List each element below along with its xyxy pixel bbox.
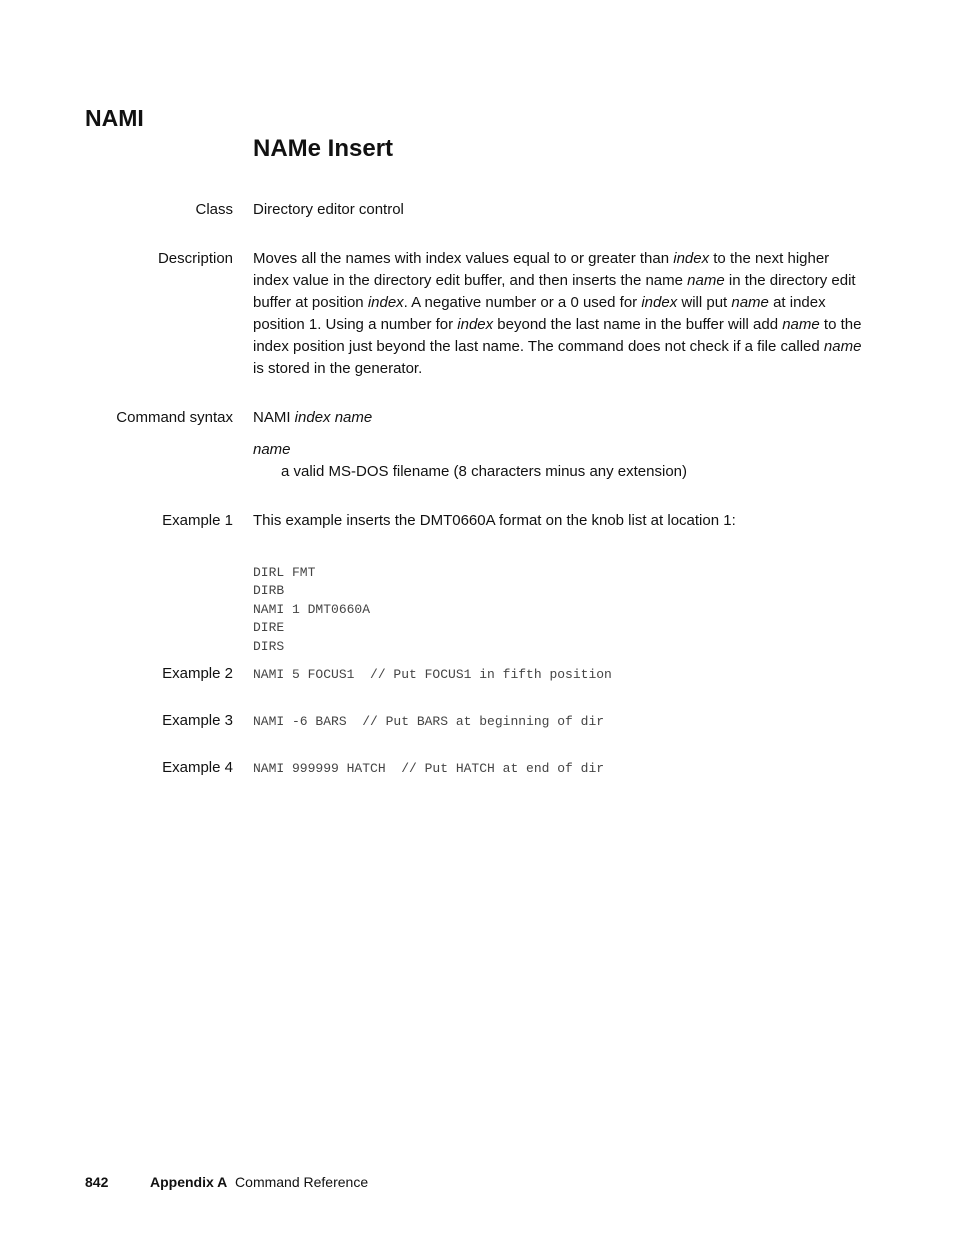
class-label: Class (195, 201, 233, 218)
command-name: NAMI (85, 105, 144, 131)
description-text (253, 248, 863, 380)
description-segment: to the index position just beyond the last name. The command does not check if a file called (253, 316, 862, 355)
example-4-label: Example 4 (162, 759, 233, 776)
syntax-param-name (253, 439, 863, 461)
description-segment: will put (677, 294, 732, 311)
description-segment: index (673, 250, 710, 267)
running-footer (150, 1174, 368, 1190)
code-line: DIRL FMT (253, 564, 316, 580)
syntax-label: Command syntax (116, 409, 233, 426)
example-2-code: NAMI 5 FOCUS1 // Put FOCUS1 in fifth position (253, 667, 612, 682)
footer-appendix: Appendix A (150, 1174, 228, 1190)
code-line: NAMI 1 DMT0660A (253, 601, 371, 617)
syntax-command: NAMI (253, 409, 291, 426)
description-segment: to the next higher index value in the directory edit buffer, and then inserts the name (253, 250, 830, 289)
example-2-label: Example 2 (162, 665, 233, 682)
example-1-code (253, 545, 370, 657)
footer-section: Command Reference (235, 1174, 369, 1190)
example-3-label: Example 3 (162, 712, 233, 729)
description-segment: in the directory edit buffer at position (253, 272, 856, 311)
description-segment: . A negative number or a 0 used for (403, 294, 642, 311)
code-line: DIRE (253, 620, 285, 636)
description-segment: name (687, 272, 725, 289)
syntax-line (253, 407, 863, 429)
description-label: Description (157, 250, 233, 267)
example-4-code: NAMI 999999 HATCH // Put HATCH at end of dir (253, 761, 605, 776)
description-segment: name (823, 338, 862, 355)
description-segment: name (782, 316, 820, 333)
example-1-label: Example 1 (162, 512, 233, 529)
description-segment: index (641, 294, 678, 311)
description-segment: at index position 1. Using a number for (253, 294, 826, 333)
example-3-code: NAMI -6 BARS // Put BARS at beginning of dir (253, 714, 605, 729)
command-title: NAMe Insert (253, 135, 394, 162)
description-segment: index (367, 294, 404, 311)
param-name: name (253, 441, 291, 458)
code-line: DIRS (253, 638, 285, 654)
example-1-text: This example inserts the DMT0660A format on the knob list at location 1: (253, 512, 736, 529)
description-segment: is stored in the generator. (253, 360, 423, 377)
syntax-args: index name (294, 409, 373, 426)
class-value: Directory editor control (253, 201, 404, 218)
page-number: 842 (85, 1174, 109, 1190)
description-segment: index (457, 316, 494, 333)
description-segment: beyond the last name in the buffer will add (493, 316, 783, 333)
code-line: DIRB (253, 583, 285, 599)
description-segment: name (731, 294, 769, 311)
description-segment: Moves all the names with index values equal to or greater than (253, 250, 674, 267)
syntax-param-desc: a valid MS-DOS filename (8 characters minus any extension) (281, 463, 687, 480)
